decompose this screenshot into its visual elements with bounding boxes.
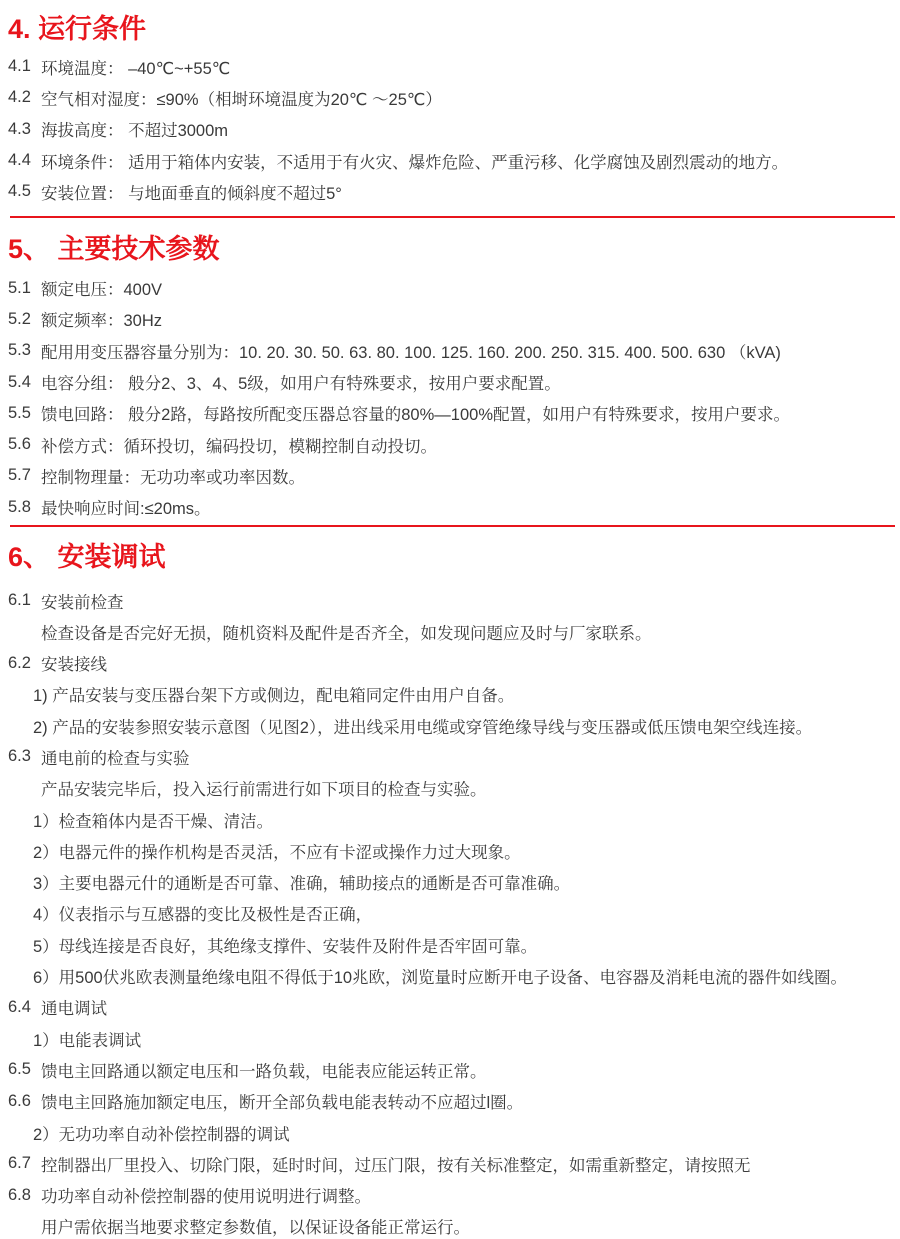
item-text: 6）用500伏兆欧表测量绝缘电阻不得低于10兆欧，浏览量时应断开电子设备、电容器及消耗电流的器件如线圈。	[33, 969, 848, 988]
section-6-heading: 6、 安装调试	[8, 541, 166, 572]
item-number: 5.5	[8, 403, 31, 422]
item-6-3-sub-6	[0, 960, 900, 991]
item-text: 馈电主回路通以额定电压和一路负载，电能表应能运转正常。	[41, 1062, 487, 1081]
item-number: 5.3	[8, 341, 31, 360]
item-text: 通电调试	[41, 1000, 107, 1019]
item-6-3-sub-4	[0, 898, 900, 929]
section-4-heading: 4. 运行条件	[8, 14, 147, 44]
item-text: 海拔高度： 不超过3000m	[41, 122, 229, 141]
item-4-4	[0, 145, 900, 176]
item-6-8	[0, 1180, 900, 1211]
item-text: 用户需依据当地要求整定参数值，以保证设备能正常运行。	[41, 1219, 470, 1238]
item-text: 安装接线	[41, 656, 107, 675]
item-text: 空气相对湿度：≤90%（相埘环境温度为20℃ ～25℃）	[41, 90, 442, 109]
item-number: 6.3	[8, 747, 31, 766]
item-number: 5.8	[8, 497, 31, 516]
item-6-5	[0, 1054, 900, 1085]
item-number: 6.4	[8, 997, 31, 1016]
item-6-6	[0, 1086, 900, 1117]
item-4-3	[0, 114, 900, 145]
item-5-7	[0, 460, 900, 491]
item-text: 电容分组： 般分2、3、4、5级，如用户有特殊要求，按用户要求配置。	[41, 375, 561, 394]
item-text: 1）电能表调试	[33, 1031, 142, 1050]
item-number: 5.6	[8, 435, 31, 454]
item-text: 安装前检查	[41, 593, 124, 612]
section-divider	[10, 216, 895, 218]
item-6-4-sub-2	[0, 1117, 900, 1148]
section-divider	[10, 525, 895, 527]
item-5-1	[0, 272, 900, 303]
item-6-2-sub-1	[0, 679, 900, 710]
item-6-2	[0, 647, 900, 678]
item-6-8-note	[0, 1211, 900, 1239]
item-4-5	[0, 176, 900, 207]
item-text: 2）无功功率自动补偿控制器的调试	[33, 1125, 290, 1144]
item-text: 额定频率：30Hz	[41, 312, 163, 331]
item-number: 5.7	[8, 466, 31, 485]
item-text: 控制物理量：无功功率或功率因数。	[41, 468, 305, 487]
item-text: 额定电压：400V	[41, 281, 163, 300]
item-5-5	[0, 398, 900, 429]
item-number: 4.1	[8, 57, 31, 76]
item-6-3-note	[0, 773, 900, 804]
section-5-heading: 5、 主要技术参数	[8, 234, 220, 265]
item-number: 4.3	[8, 119, 31, 138]
item-text: 产品安装完毕后，投入运行前需进行如下项目的检查与实验。	[41, 781, 487, 800]
item-text: 馈电主回路施加额定电压，断开全部负载电能表转动不应超过l圈。	[41, 1094, 524, 1113]
item-number: 6.5	[8, 1060, 31, 1079]
item-6-1-note	[0, 616, 900, 647]
item-text: 2）电器元件的操作机构是否灵活，不应有卡涩或操作力过大现象。	[33, 843, 521, 862]
item-number: 4.4	[8, 151, 31, 170]
item-5-8	[0, 492, 900, 523]
item-text: 5）母线连接是否良好，其绝缘支撑件、安装件及附件是否牢固可靠。	[33, 937, 538, 956]
item-number: 4.5	[8, 182, 31, 201]
item-5-6	[0, 429, 900, 460]
item-text: 最快响应时间:≤20ms。	[41, 500, 211, 519]
item-6-4-sub-1	[0, 1023, 900, 1054]
item-text: 1）检查箱体内是否干燥、清洁。	[33, 812, 274, 831]
item-6-1	[0, 585, 900, 616]
item-4-2	[0, 82, 900, 113]
item-4-1	[0, 51, 900, 82]
item-6-3-sub-5	[0, 929, 900, 960]
item-text: 环境温度： –40℃~+55℃	[41, 59, 231, 78]
item-number: 6.1	[8, 591, 31, 609]
item-text: 馈电回路： 般分2路，每路按所配变压器总容量的80%—100%配置，如用户有特殊要求，按用户要求。	[41, 406, 790, 425]
item-text: 配用用变压器容量分别为：10. 20. 30. 50. 63. 80. 100. 125. 160. 200. 250. 315. 400. 500. 630 （kVA)	[41, 343, 781, 362]
item-text: 4）仪表指示与互感器的变比及极性是否正确，	[33, 906, 373, 925]
item-5-3	[0, 335, 900, 366]
item-number: 5.2	[8, 309, 31, 328]
item-text: 3）主要电器元什的通断是否可靠、准确，辅助接点的通断是否可靠准确。	[33, 875, 571, 894]
item-6-3-sub-2	[0, 835, 900, 866]
item-6-2-sub-2	[0, 710, 900, 741]
item-number: 5.1	[8, 278, 31, 297]
item-number: 6.8	[8, 1185, 31, 1204]
item-text: 1) 产品安装与变压器台架下方或侧边，配电箱同定件由用户自备。	[33, 687, 515, 706]
item-text: 检查设备是否完好无损，随机资料及配件是否齐全，如发现问题应及时与厂家联系。	[41, 624, 652, 643]
item-text: 通电前的检查与实验	[41, 749, 190, 768]
item-text: 2) 产品的安装参照安装示意图（见图2），进出线采用电缆或穿管绝缘导线与变压器或低压馈电架空线连接。	[33, 718, 813, 737]
item-number: 6.7	[8, 1154, 31, 1173]
item-number: 6.2	[8, 653, 31, 672]
item-6-3-sub-3	[0, 867, 900, 898]
item-number: 4.2	[8, 88, 31, 107]
item-5-2	[0, 304, 900, 335]
item-6-3	[0, 741, 900, 772]
item-6-4	[0, 992, 900, 1023]
item-6-3-sub-1	[0, 804, 900, 835]
item-text: 功功率自动补偿控制器的使用说明进行调整。	[41, 1188, 371, 1207]
item-text: 补偿方式：循环投切，编码投切，模糊控制自动投切。	[41, 437, 437, 456]
item-5-4	[0, 366, 900, 397]
item-number: 6.6	[8, 1091, 31, 1110]
item-text: 环境条件： 适用于箱体内安装，不适用于有火灾、爆炸危险、严重污移、化学腐蚀及剧烈震动的地方。	[41, 153, 789, 172]
item-6-7	[0, 1148, 900, 1179]
item-text: 控制器出厂里投入、切除门限，延时时间，过压门限，按有关标准整定，如需重新整定，请按照无	[41, 1156, 751, 1175]
item-number: 5.4	[8, 372, 31, 391]
item-text: 安装位置： 与地面垂直的倾斜度不超过5°	[41, 184, 342, 203]
